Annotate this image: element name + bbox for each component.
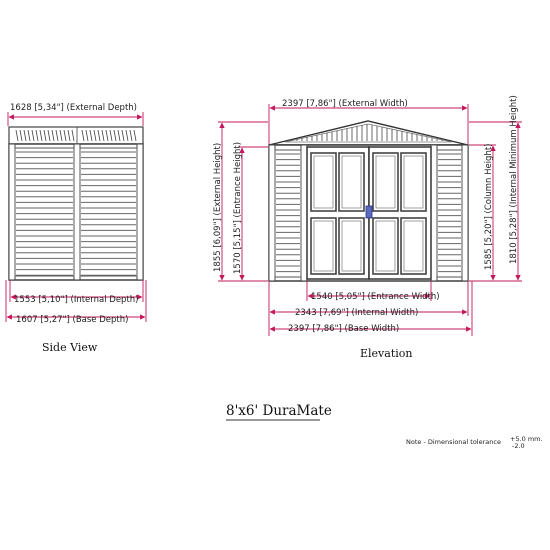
product-title: 8'x6' DuraMate — [226, 403, 332, 419]
side-post-left — [9, 144, 15, 280]
door-panel — [311, 218, 336, 274]
elevation-caption: Elevation — [360, 347, 413, 360]
door-panel — [401, 218, 426, 274]
note-tolerance-plus: +5.0 mm. — [510, 435, 543, 443]
internal-min-height-label: 1810 [5,28"] (Internal Minimum Height) — [509, 95, 519, 264]
elevation-view — [213, 95, 522, 360]
post-right-inner — [431, 145, 437, 281]
internal-width-label: 2343 [7,69"] (Internal Width) — [295, 308, 419, 318]
post-left-outer — [269, 145, 275, 281]
base-depth-label: 1607 [5,27"] (Base Depth) — [16, 315, 129, 325]
note-text: Note - Dimensional tolerance — [406, 438, 501, 446]
door-handle — [366, 206, 372, 218]
note-tolerance-minus: -2.0 — [512, 442, 525, 450]
roof-gable — [269, 121, 468, 145]
side-post-right — [137, 144, 143, 280]
post-right-outer — [462, 145, 468, 281]
door-panel — [339, 153, 364, 211]
door-panel — [373, 218, 398, 274]
external-width-label: 2397 [7,86"] (External Width) — [282, 99, 408, 109]
external-depth-label: 1628 [5,34"] (External Depth) — [10, 103, 137, 113]
base-width-label: 2397 [7,86"] (Base Width) — [288, 324, 400, 334]
post-left-inner — [301, 145, 307, 281]
entrance-height-label: 1570 [5,15"] (Entrance Height) — [233, 141, 243, 274]
door-panel — [311, 153, 336, 211]
door-panel — [373, 153, 398, 211]
column-height-label: 1585 [5,20"] (Column Height) — [484, 143, 494, 270]
side-post-middle — [74, 144, 80, 280]
external-height-label: 1855 [6,09"] (External Height) — [213, 142, 223, 272]
internal-depth-label: 1553 [5,10"] (Internal Depth) — [14, 295, 139, 305]
side-panel-left — [15, 148, 74, 276]
side-view — [6, 103, 146, 354]
side-panel-right — [80, 148, 137, 276]
entrance-width-label: 1540 [5,05"] (Entrance Width) — [311, 292, 440, 302]
door-panel — [339, 218, 364, 274]
door-panel — [401, 153, 426, 211]
wall-panel-right — [437, 150, 462, 277]
side-view-caption: Side View — [42, 341, 98, 354]
wall-panel-left — [275, 150, 301, 277]
